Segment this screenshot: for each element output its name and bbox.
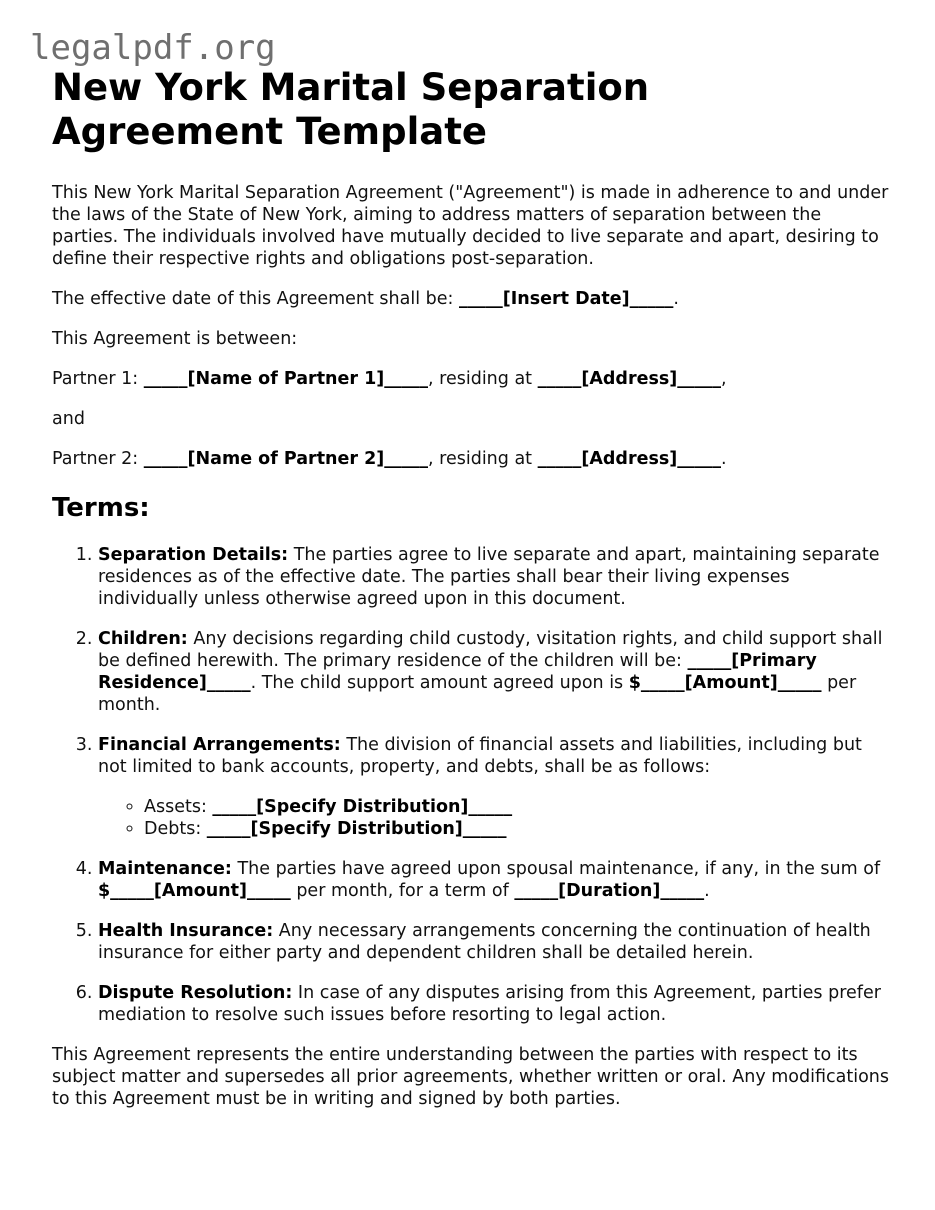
partner-1-name-field: _____[Name of Partner 1]_____ [143, 369, 429, 389]
assets-distribution-field: _____[Specify Distribution]_____ [212, 797, 513, 817]
debts-item: ◦ Debts: _____[Specify Distribution]_____ [144, 818, 892, 840]
partner-1-address-field: _____[Address]_____ [537, 369, 722, 389]
term-separation-details: 1. Separation Details: The parties agree to live separate and apart, maintaining separate residences as of the effective date. The parties shall bear their living expenses individually unless otherwise agreed upon in this document. [98, 544, 892, 610]
effective-date-line: The effective date of this Agreement shall be: _____[Insert Date]_____. [52, 289, 679, 309]
watermark: legalpdf.org [30, 28, 276, 68]
effective-date-field: _____[Insert Date]_____ [459, 289, 674, 309]
child-support-amount-field: $_____[Amount]_____ [628, 673, 822, 693]
document-title: New York Marital Separation Agreement Template [52, 66, 650, 153]
maintenance-amount-field: $_____[Amount]_____ [98, 881, 291, 901]
partner-2-address-field: _____[Address]_____ [537, 449, 722, 469]
term-maintenance: 4. Maintenance: The parties have agreed upon spousal maintenance, if any, in the sum of $_____[Amount]_____ per month, for a term of _____[Duration]_____. [98, 858, 892, 902]
primary-residence-field: _____[Primary Residence]_____ [98, 651, 817, 693]
document-body [52, 66, 892, 1110]
intro-paragraph: This New York Marital Separation Agreement ("Agreement") is made in adherence to and under the laws of the State of New York, aiming to address matters of separation between the parties. The individuals involved have mutually decided to live separate and apart, desiring to define their respective rights and obligations post-separation. [52, 183, 889, 269]
assets-item: ◦ Assets: _____[Specify Distribution]_____ [144, 796, 892, 818]
partner-2-line: Partner 2: _____[Name of Partner 2]_____, residing at _____[Address]_____. [52, 449, 727, 469]
maintenance-duration-field: _____[Duration]_____ [514, 881, 705, 901]
terms-heading: Terms: [52, 493, 150, 523]
term-dispute-resolution: 6. Dispute Resolution: In case of any disputes arising from this Agreement, parties prefer mediation to resolve such issues before resorting to legal action. [98, 982, 892, 1026]
partner-1-line: Partner 1: _____[Name of Partner 1]_____, residing at _____[Address]_____, [52, 369, 727, 389]
terms-list [52, 544, 892, 1026]
debts-distribution-field: _____[Specify Distribution]_____ [206, 819, 507, 839]
between-line: This Agreement is between: [52, 329, 298, 349]
closing-paragraph: This Agreement represents the entire understanding between the parties with respect to its subject matter and supersedes all prior agreements, whether written or oral. Any modifications to this Agreement must be in writing and signed by both parties. [52, 1045, 889, 1109]
term-financial-arrangements: 3. Financial Arrangements: The division of financial assets and liabilities, including but not limited to bank accounts, property, and debts, shall be as follows: ◦ Assets: _____[Specify Distribution]_____ ◦ Debts: _____[Specify Distribution]_____ [98, 734, 892, 840]
partner-2-name-field: _____[Name of Partner 2]_____ [143, 449, 429, 469]
term-children: 2. Children: Any decisions regarding child custody, visitation rights, and child support shall be defined herewith. The primary residence of the children will be: _____[Primary Residence]_____. The child support amount agreed upon is $_____[Amount]_____ per month. [98, 628, 892, 716]
financial-sublist [98, 796, 892, 840]
term-health-insurance: 5. Health Insurance: Any necessary arrangements concerning the continuation of health insurance for either party and dependent children shall be detailed herein. [98, 920, 892, 964]
and-line: and [52, 409, 85, 429]
